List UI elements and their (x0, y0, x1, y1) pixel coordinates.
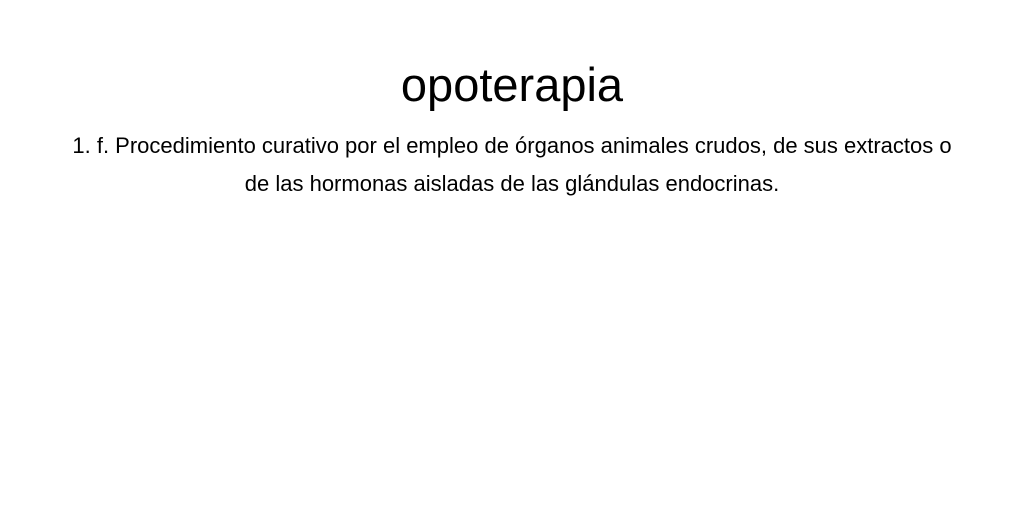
entry-definition: 1. f. Procedimiento curativo por el empleo de órganos animales crudos, de sus extractos o de las hormonas aisladas de las glándulas endocrinas. (72, 133, 952, 196)
entry-headword: opoterapia (400, 58, 624, 111)
